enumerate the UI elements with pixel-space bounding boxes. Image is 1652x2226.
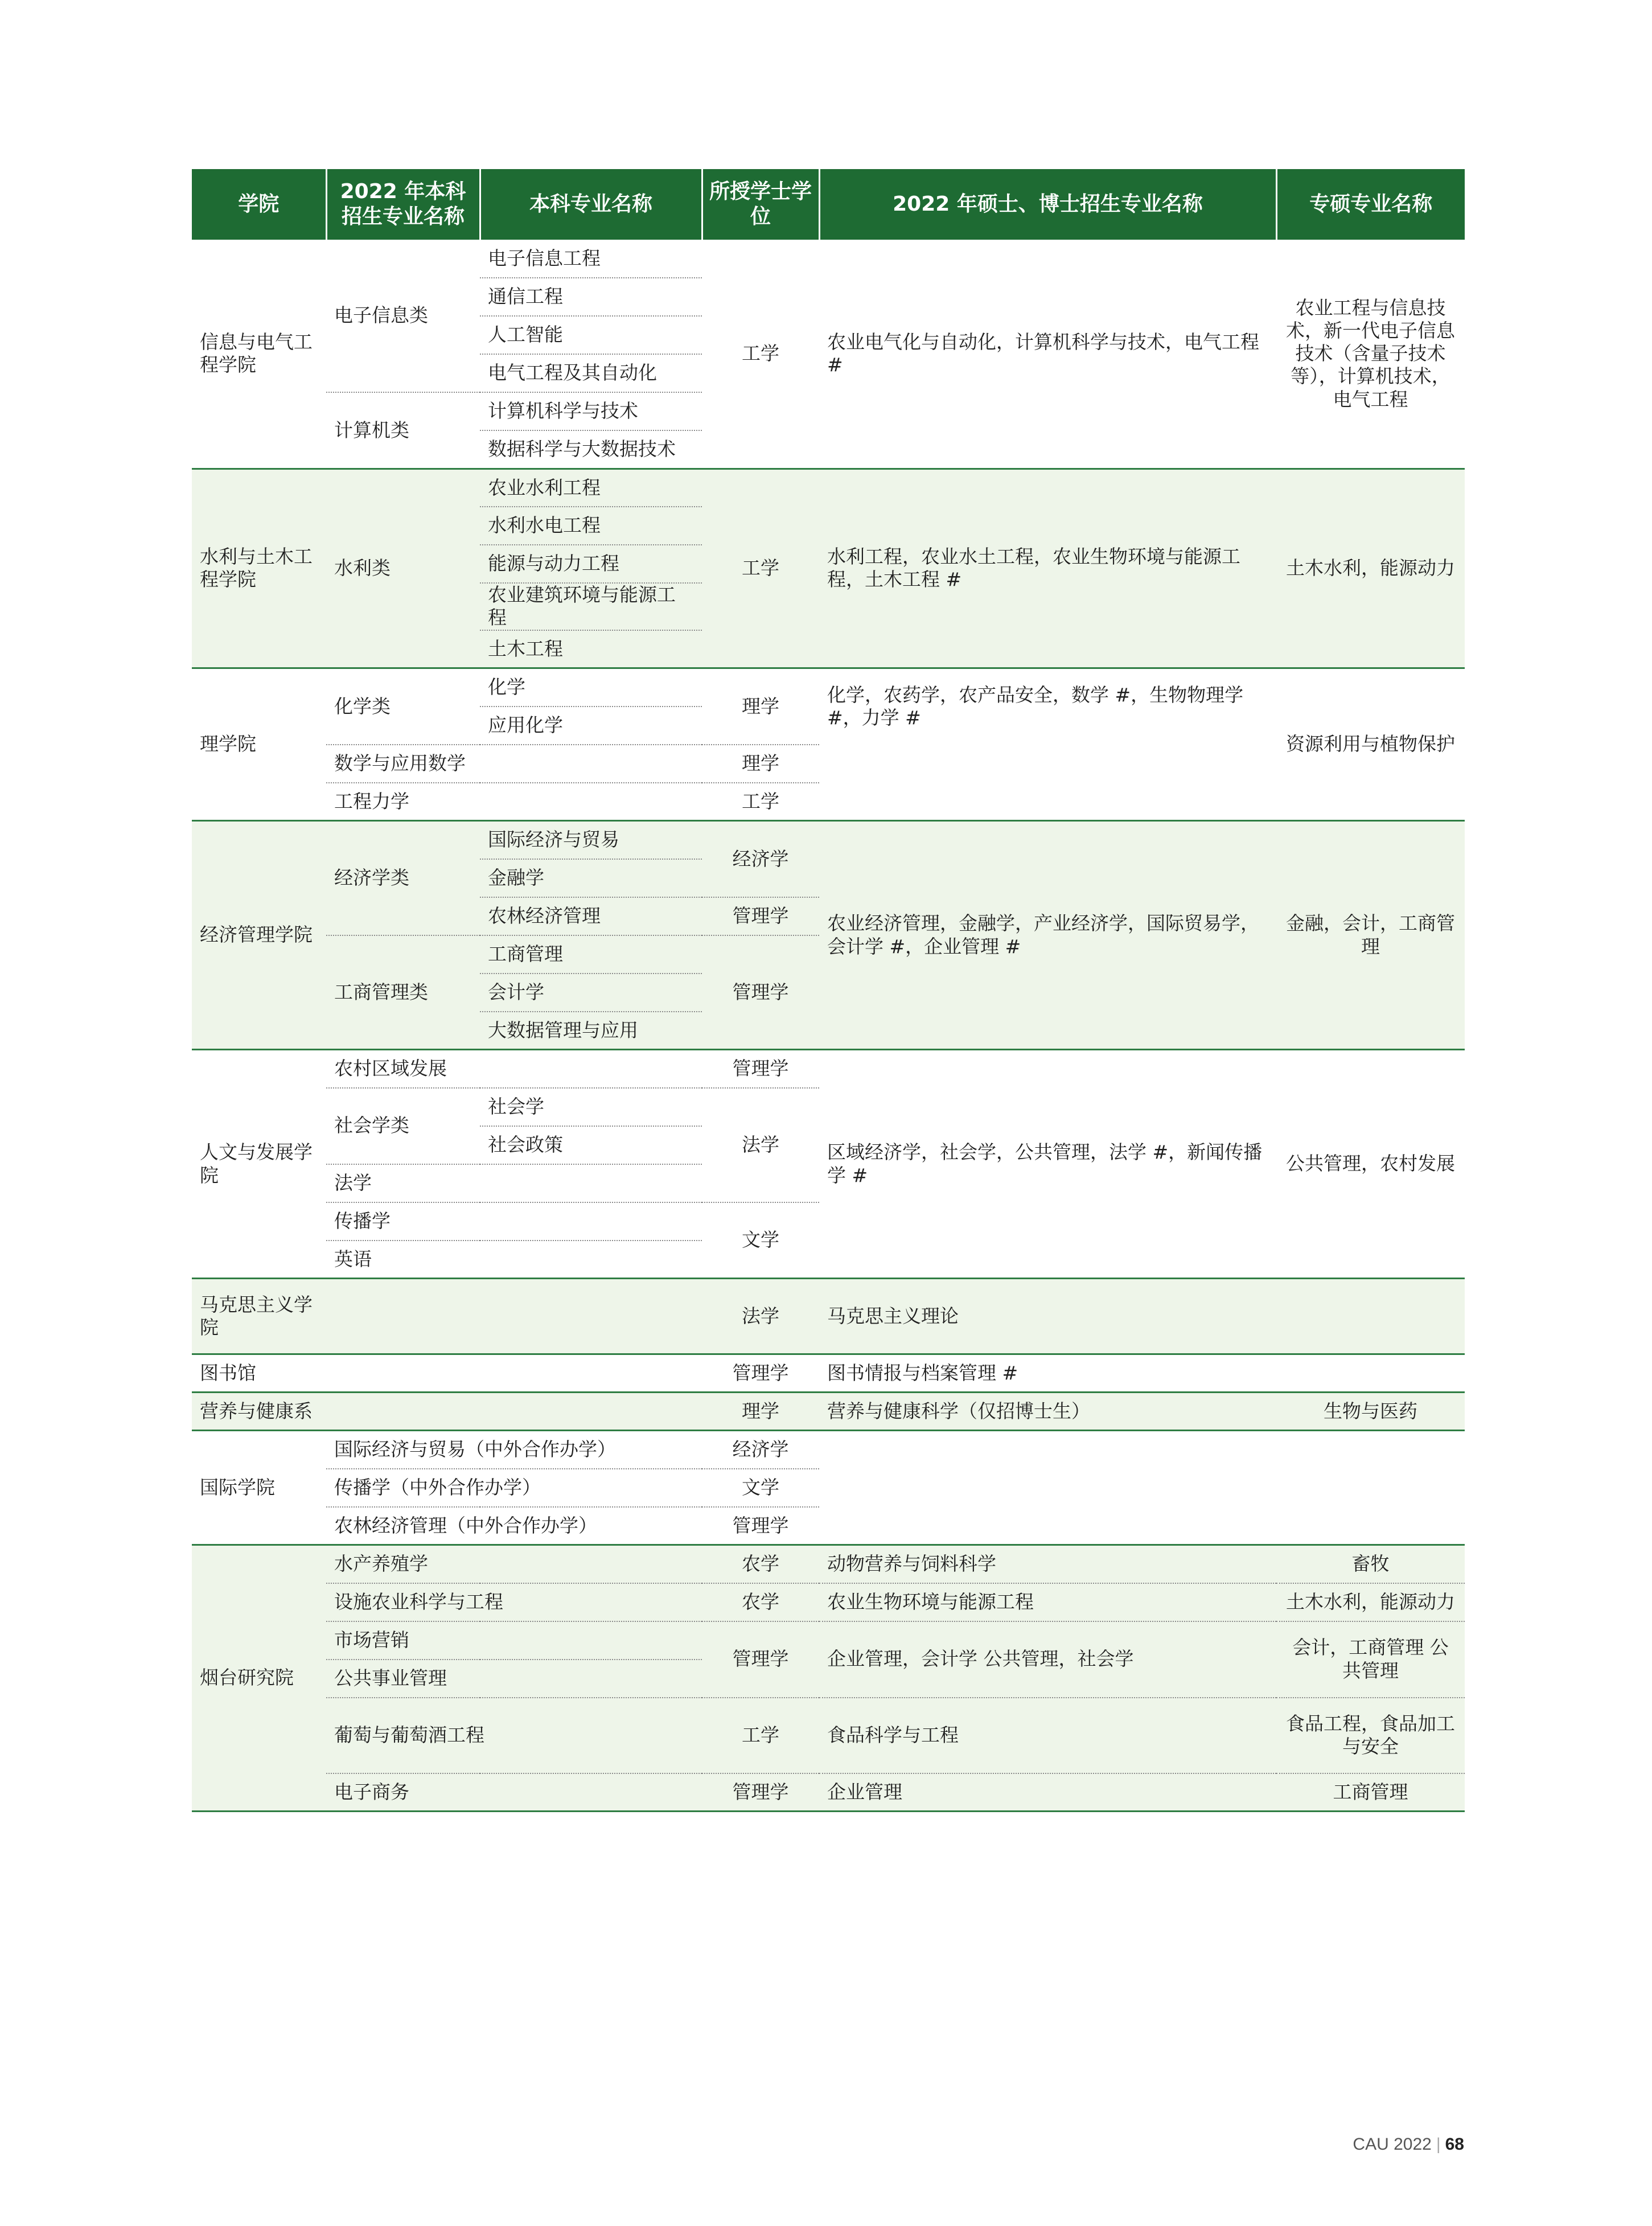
degree: 理学 [702, 1393, 819, 1431]
degree: 法学 [702, 1088, 819, 1202]
group-tushu [192, 1354, 1465, 1393]
major: 社会学 [480, 1088, 702, 1126]
prof-programs: 农业工程与信息技术，新一代电子信息技术（含量子技术等），计算机技术，电气工程 [1276, 240, 1465, 469]
prof-programs: 土木水利，能源动力 [1276, 1583, 1465, 1621]
category: 计算机类 [326, 392, 480, 469]
grad-programs: 企业管理，会计学 公共管理，社会学 [819, 1621, 1276, 1698]
prof-programs: 金融，会计，工商管理 [1276, 821, 1465, 1050]
major: 设施农业科学与工程 [326, 1583, 702, 1621]
major: 计算机科学与技术 [480, 392, 702, 430]
degree: 文学 [702, 1469, 819, 1507]
col-header-category: 2022 年本科招生专业名称 [326, 169, 480, 240]
prof-empty [1276, 1279, 1465, 1354]
degree: 工学 [702, 783, 819, 821]
college-name: 经济管理学院 [192, 821, 326, 1050]
col-header-college: 学院 [192, 169, 326, 240]
category: 社会学类 [326, 1088, 480, 1164]
major: 大数据管理与应用 [480, 1012, 702, 1050]
degree: 管理学 [702, 1354, 819, 1393]
footer-brand: CAU 2022 [1353, 2135, 1432, 2154]
col-header-major: 本科专业名称 [480, 169, 702, 240]
degree: 经济学 [702, 821, 819, 897]
group-makesi [192, 1279, 1465, 1354]
college-name: 信息与电气工程学院 [192, 240, 326, 469]
major: 农业建筑环境与能源工程 [480, 583, 702, 630]
degree: 工学 [702, 1698, 819, 1773]
col-header-degree: 所授学士学位 [702, 169, 819, 240]
group-jingji [192, 821, 1465, 1050]
major: 农林经济管理 [480, 897, 702, 935]
college-name: 马克思主义学院 [192, 1279, 326, 1354]
major: 国际经济与贸易 [480, 821, 702, 859]
major: 农业水利工程 [480, 469, 702, 507]
degree: 农学 [702, 1583, 819, 1621]
grad-programs: 农业经济管理，金融学，产业经济学，国际贸易学，会计学 #，企业管理 # [819, 821, 1276, 1050]
col-header-grad: 2022 年硕士、博士招生专业名称 [819, 169, 1276, 240]
major: 化学 [480, 668, 702, 707]
grad-programs: 企业管理 [819, 1773, 1276, 1812]
category: 工程力学 [326, 783, 702, 821]
prof-programs: 生物与医药 [1276, 1393, 1465, 1431]
group-lixue [192, 668, 1465, 821]
degree: 理学 [702, 668, 819, 745]
major: 电子商务 [326, 1773, 702, 1812]
grad-programs: 图书情报与档案管理 # [819, 1354, 1276, 1393]
category: 法学 [326, 1164, 702, 1202]
category: 化学类 [326, 668, 480, 745]
major: 电气工程及其自动化 [480, 354, 702, 392]
group-shuili [192, 469, 1465, 668]
prof-programs: 公共管理，农村发展 [1276, 1050, 1465, 1279]
grad-programs: 水利工程，农业水土工程，农业生物环境与能源工程，土木工程 # [819, 469, 1276, 668]
college-name: 烟台研究院 [192, 1545, 326, 1812]
college-name: 图书馆 [192, 1354, 702, 1393]
prof-programs: 食品工程，食品加工与安全 [1276, 1698, 1465, 1773]
header-row [192, 169, 1465, 240]
category: 数学与应用数学 [326, 745, 702, 783]
degree: 工学 [702, 240, 819, 469]
major: 通信工程 [480, 278, 702, 316]
degree: 文学 [702, 1202, 819, 1279]
category: 经济学类 [326, 821, 480, 935]
major: 电子信息工程 [480, 240, 702, 278]
major: 葡萄与葡萄酒工程 [326, 1698, 702, 1773]
category: 农村区域发展 [326, 1050, 702, 1088]
category: 英语 [326, 1241, 702, 1279]
prof-empty [1276, 1431, 1465, 1545]
group-yantai [192, 1545, 1465, 1812]
prof-empty [1276, 1354, 1465, 1393]
prof-programs: 资源利用与植物保护 [1276, 668, 1465, 821]
grad-programs: 马克思主义理论 [819, 1279, 1276, 1354]
degree: 管理学 [702, 1621, 819, 1698]
major: 数据科学与大数据技术 [480, 430, 702, 469]
degree: 管理学 [702, 897, 819, 935]
grad-programs: 农业生物环境与能源工程 [819, 1583, 1276, 1621]
degree: 理学 [702, 745, 819, 783]
major: 社会政策 [480, 1126, 702, 1164]
major: 农林经济管理（中外合作办学） [326, 1507, 702, 1545]
group-guoji [192, 1431, 1465, 1545]
group-xinxi [192, 240, 1465, 469]
major: 公共事业管理 [326, 1660, 702, 1698]
category: 传播学 [326, 1202, 702, 1241]
degree: 经济学 [702, 1431, 819, 1469]
group-yingyang [192, 1393, 1465, 1431]
prof-programs: 畜牧 [1276, 1545, 1465, 1583]
degree: 工学 [702, 469, 819, 668]
category: 电子信息类 [326, 240, 480, 392]
grad-empty [819, 1431, 1276, 1545]
grad-programs: 农业电气化与自动化，计算机科学与技术，电气工程 # [819, 240, 1276, 469]
grad-programs: 化学，农药学，农产品安全，数学 #，生物物理学 #，力学 # [827, 684, 1244, 729]
college-name: 理学院 [192, 668, 326, 821]
degree: 农学 [702, 1545, 819, 1583]
degree: 法学 [702, 1279, 819, 1354]
major: 水产养殖学 [326, 1545, 702, 1583]
college-name: 国际学院 [192, 1431, 326, 1545]
degree: 管理学 [702, 1050, 819, 1088]
major: 土木工程 [480, 630, 702, 668]
major: 传播学（中外合作办学） [326, 1469, 702, 1507]
major: 金融学 [480, 859, 702, 897]
degree: 管理学 [702, 935, 819, 1050]
page-number: 68 [1445, 2135, 1464, 2154]
major: 能源与动力工程 [480, 545, 702, 583]
prof-programs: 土木水利，能源动力 [1276, 469, 1465, 668]
grad-programs: 食品科学与工程 [819, 1698, 1276, 1773]
major: 市场营销 [326, 1621, 702, 1660]
degree: 管理学 [702, 1507, 819, 1545]
college-name: 水利与土木工程学院 [192, 469, 326, 668]
grad-programs: 营养与健康科学（仅招博士生） [819, 1393, 1276, 1431]
col-header-prof: 专硕专业名称 [1276, 169, 1465, 240]
major: 工商管理 [480, 935, 702, 974]
group-renwen [192, 1050, 1465, 1279]
major: 水利水电工程 [480, 507, 702, 545]
prof-programs: 工商管理 [1276, 1773, 1465, 1812]
category-empty [326, 1279, 702, 1354]
college-name: 营养与健康系 [192, 1393, 702, 1431]
grad-programs: 动物营养与饲料科学 [819, 1545, 1276, 1583]
footer-separator: | [1436, 2135, 1441, 2154]
college-name: 人文与发展学院 [192, 1050, 326, 1279]
grad-empty [819, 745, 1276, 821]
major: 国际经济与贸易（中外合作办学） [326, 1431, 702, 1469]
grad-programs: 区域经济学，社会学，公共管理，法学 #，新闻传播学 # [819, 1050, 1276, 1279]
category: 工商管理类 [326, 935, 480, 1050]
program-table [192, 169, 1465, 1812]
category: 水利类 [326, 469, 480, 668]
major: 应用化学 [480, 707, 702, 745]
major: 会计学 [480, 974, 702, 1012]
major: 人工智能 [480, 316, 702, 354]
degree: 管理学 [702, 1773, 819, 1812]
page-footer [1353, 2135, 1464, 2154]
prof-programs: 会计，工商管理 公共管理 [1276, 1621, 1465, 1698]
